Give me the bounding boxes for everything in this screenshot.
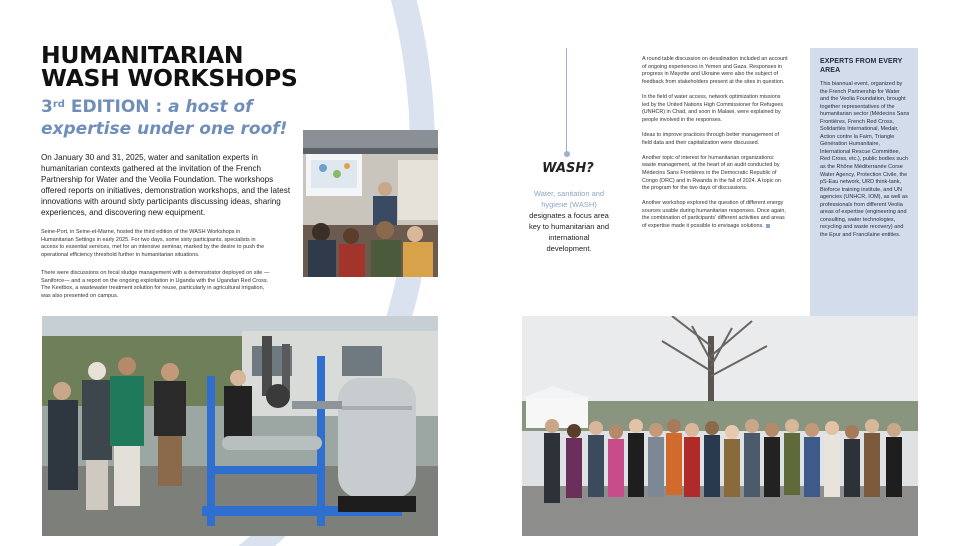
middle-paragraph-5-wrap: [642, 200, 788, 230]
lead-paragraph: On January 30 and 31, 2025, water and sanitation experts in humanitarian contexts gathered at the invitation of the French Partnership for Water and the Veolia Foundation. The workshops offered reports on initiatives, demonstration workshops, and the latest innovations with around sixty participants discussing ideas, sharing experiences, and discovering new equipment.: [41, 153, 291, 217]
presentation-photo: [303, 130, 438, 277]
page-subtitle: [41, 96, 303, 140]
body-paragraph-2: There were discussions on fecal sludge management with a demonstrator deployed on site —Saniforce— and a report on the ongoing exploitation in Uganda with the Ugandan Red Cross. The Keetbox, a wastewater treatment solution for reuse, particularly in agricultural irrigation, was also presented on campus.: [41, 270, 270, 299]
title-line-1: HUMANITARIAN: [41, 41, 244, 69]
middle-paragraph-5: Another workshop explored the question of different energy sources usable during humanitarian responses. Once again, the combination of participants' different activities and areas of expertise made it possible to envisage solutions.: [642, 200, 786, 230]
edition-suffix: rd: [52, 99, 65, 110]
experts-text: This biannual event, organized by the French Partnership for Water and the Veolia Foundation, brought together representatives of the humanitarian sector (Médecins Sans Frontières, French Red Cross, Solidarités International, Medair, Action contre la Faim, Triangle Génération Humanitaire, International Rescue Committee, Red Cross, etc.), public bodies such as the Rhône Méditerranée Corse Water Agency, Protection Civile, the pS-Eau network, URD think-tank, Bioforce training institute, and UN agencies (UNHCR, IOM), as well as professionals from different Veolia areas of expertise (engineering and consulting, water technologies, recycling and waste recovery) and the Epur and Francilaine entities.: [820, 81, 910, 238]
wash-divider-dot: [564, 151, 570, 157]
experts-title: EXPERTS FROM EVERY AREA: [820, 58, 903, 74]
subtitle-tagline: a host of expertise under one roof!: [41, 97, 288, 139]
middle-paragraph-2: In the field of water access, network optimization missions led by the United Nations High Commissioner for Refugees (UNHCR) in Chad, and soon in Malawi, were explained by people involved in the responses.: [642, 93, 784, 123]
experts-sidebar: [810, 48, 918, 316]
title-line-2: WASH WORKSHOPS: [41, 64, 298, 92]
middle-paragraph-1: A round table discussion on desalination included an account of ongoing experiences in Yemen and Gaza. Responses in progress in Mayotte and Ukraine were also the subject of feedback from stakeholders present at the sites in question.: [642, 56, 788, 85]
middle-paragraph-3: Ideas to improve practices through better management of field data and their capitalization were discussed.: [642, 131, 779, 146]
wash-definition-text: designates a focus area key to humanitarian and international development.: [528, 211, 610, 253]
group-photo: [522, 316, 918, 536]
body-paragraph-1: Seine-Port, in Seine-et-Marne, hosted the third edition of the WASH Workshops in Humanitarian Settings in early 2025. For two days, some sixty participants, specialists in access to essential services, met for an intensive seminar, marked by the desire to push the operational efficiency threshold further in humanitarian situations.: [41, 229, 265, 258]
middle-column: [642, 56, 788, 238]
edition-number: 3: [41, 97, 53, 117]
middle-paragraph-4: Another topic of interest for humanitarian organizations: waste management, at the heart of an audit conducted by Médecins Sans Frontières in the Democratic Republic of Congo (DRC) and in Rwanda in the fall of 2024. A topic on the program for the two days of discussions.: [642, 154, 782, 192]
wash-divider-line: [566, 48, 567, 152]
wash-definition: [528, 188, 610, 254]
page-title: [41, 41, 298, 92]
edition-label: EDITION :: [64, 97, 169, 117]
wash-title: WASH?: [542, 161, 594, 176]
end-of-article-mark: [766, 224, 770, 228]
equipment-demonstration-photo: [42, 316, 438, 536]
wash-definition-term: Water, sanitation and hygiene (WASH): [533, 189, 605, 209]
